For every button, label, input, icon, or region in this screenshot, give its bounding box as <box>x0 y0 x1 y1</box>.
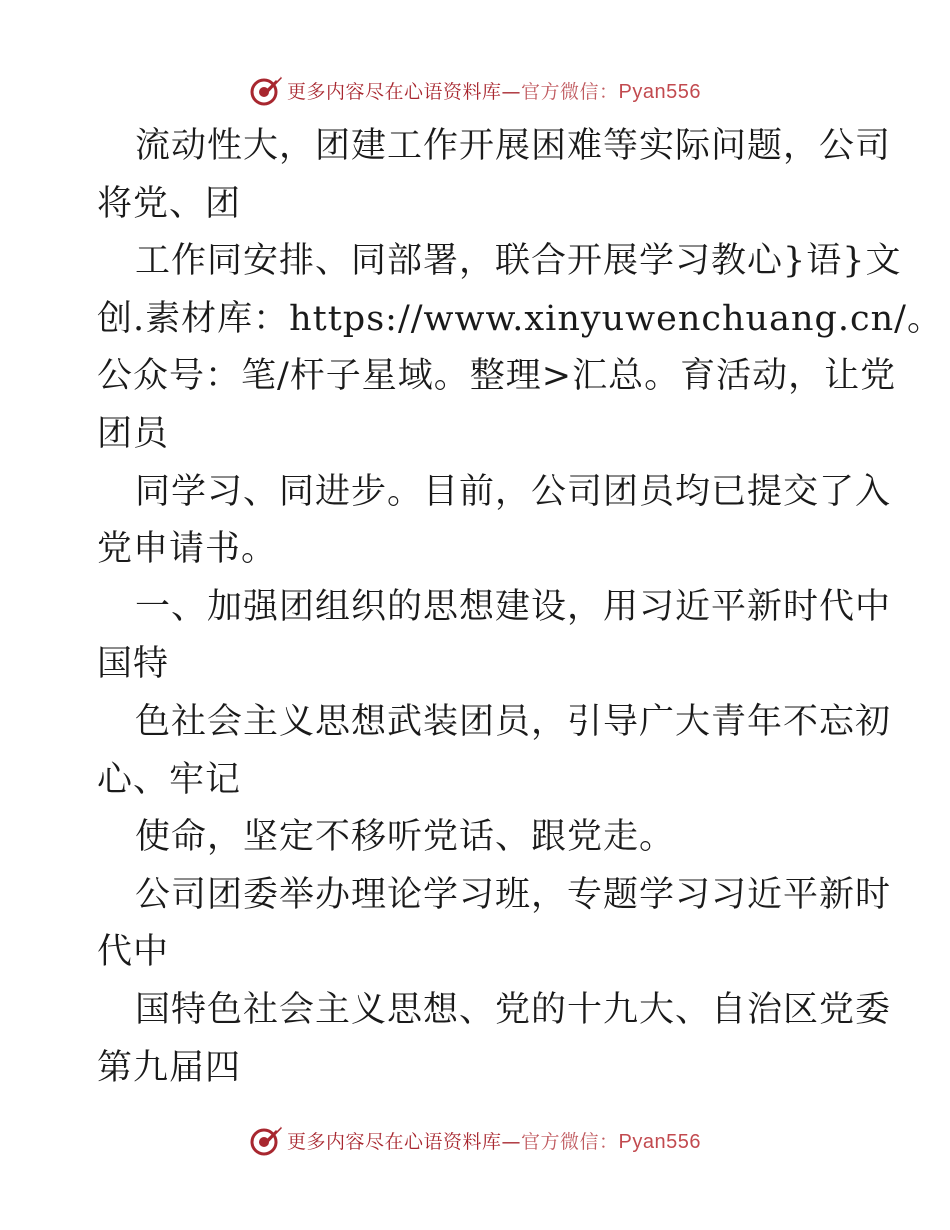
text-line: 公众号：笔/杆子星域。整理>汇总。育活动，让党 <box>97 356 897 397</box>
text-line: 团员 <box>97 413 170 454</box>
footer-banner-main: 更多内容尽在心语资料库 <box>287 1130 502 1153</box>
text-line: 心、牢记 <box>97 759 242 800</box>
text-line: 公司团委举办理论学习班，专题学习习近平新时 <box>135 874 892 915</box>
header-banner-wechat: 官方微信： <box>521 80 619 103</box>
footer-banner-code: Pyan556 <box>618 1130 701 1153</box>
text-line: 使命，坚定不移听党话、跟党走。 <box>135 817 676 858</box>
footer-banner <box>0 1120 950 1160</box>
header-banner <box>0 70 950 110</box>
footer-banner-text <box>287 1127 701 1154</box>
text-line: 创.素材库：https://www.xinyuwenchuang.cn/。 <box>97 298 943 339</box>
quill-logo-icon <box>249 1123 283 1157</box>
text-line: 一、加强团组织的思想建设，用习近平新时代中 <box>135 586 892 627</box>
text-line: 工作同安排、同部署，联合开展学习教心}语}文 <box>135 241 902 282</box>
text-line: 第九届四 <box>97 1047 242 1088</box>
text-line: 色社会主义思想武装团员，引导广大青年不忘初 <box>135 701 892 742</box>
footer-banner-dash: — <box>501 1130 522 1153</box>
text-line: 代中 <box>97 932 170 973</box>
header-banner-code: Pyan556 <box>618 80 701 103</box>
text-line: 党申请书。 <box>97 529 278 570</box>
text-line: 国特 <box>97 644 170 685</box>
text-line: 同学习、同进步。目前，公司团员均已提交了入 <box>135 471 892 512</box>
text-line: 国特色社会主义思想、党的十九大、自治区党委 <box>135 989 892 1030</box>
header-banner-text <box>287 77 701 104</box>
text-line: 将党、团 <box>97 183 242 224</box>
header-banner-main: 更多内容尽在心语资料库 <box>287 80 502 103</box>
footer-banner-wechat: 官方微信： <box>521 1130 619 1153</box>
header-banner-dash: — <box>501 80 522 103</box>
document-body <box>97 118 943 1097</box>
quill-logo-icon <box>249 73 283 107</box>
text-line: 流动性大，团建工作开展困难等实际问题，公司 <box>135 126 892 166</box>
